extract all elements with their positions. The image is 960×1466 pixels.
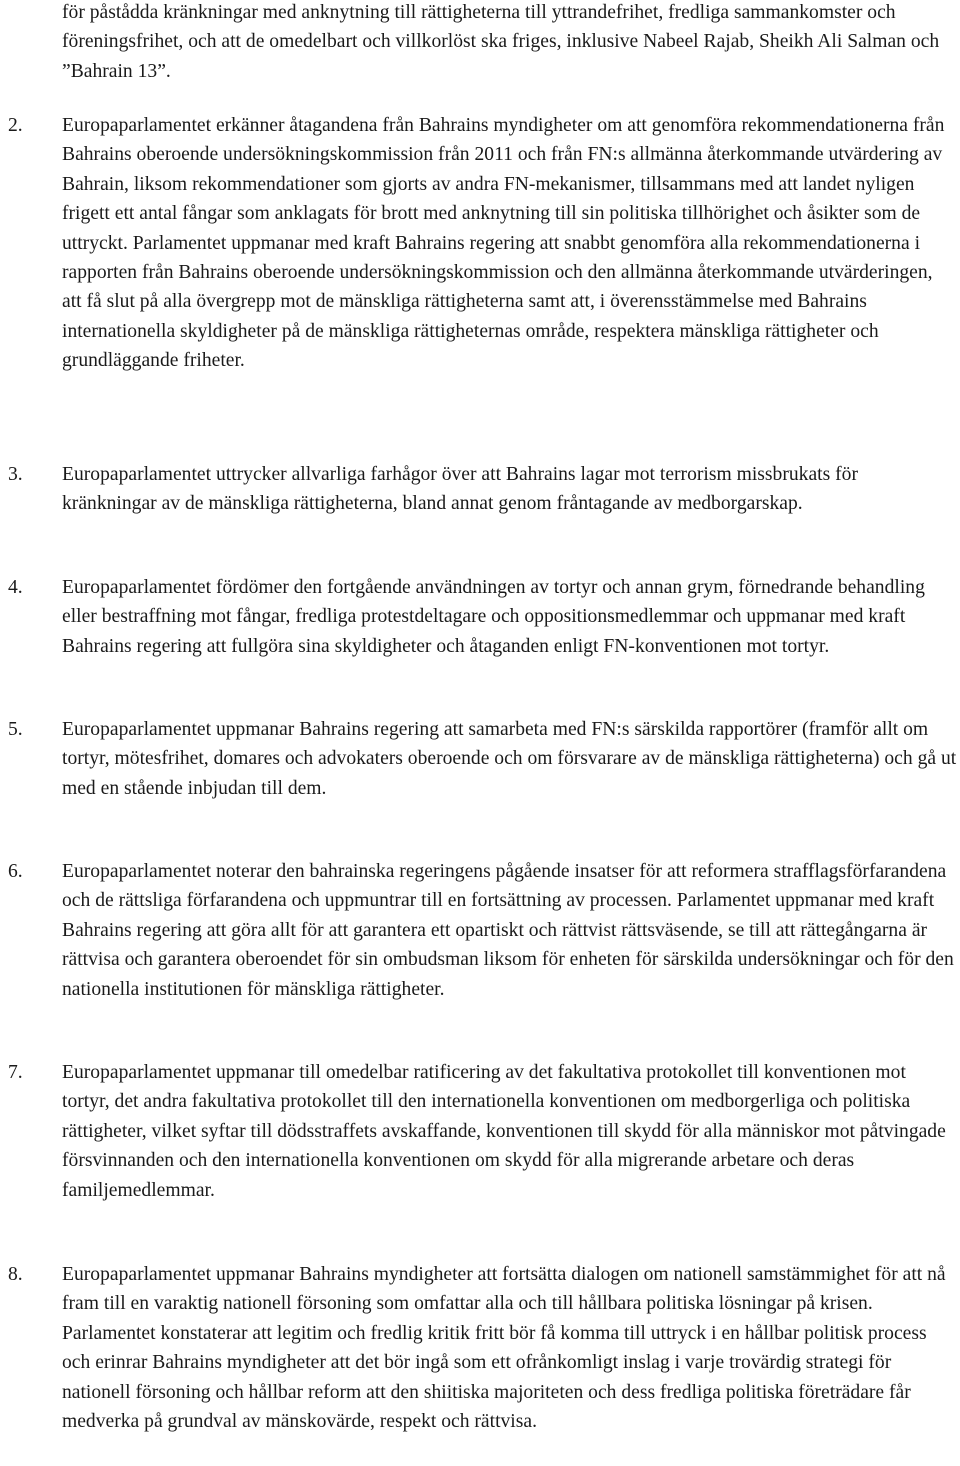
item-text: Europaparlamentet erkänner åtagandena från Bahrains myndigheter om att genomföra rekommendationerna från Bahrains oberoende undersökningskommission från 2011 och från FN:s allmänna återkommande utvärdering av Bahrain, liksom rekommendationer som gjorts av andra FN-mekanismer, tillsammans med att landet nyligen frigett ett antal fångar som anklagats för brott med anknytning till sin politiska tillhörighet och åsikter som de uttryckt. Parlamentet uppmanar med kraft Bahrains regering att snabbt genomföra alla rekommendationerna i rapporten från Bahrains oberoende undersökningskommission och den allmänna återkommande utvärderingen, att få slut på alla övergrepp mot de mänskliga rättigheterna samt att, i överensstämmelse med Bahrains internationella skyldigheter på de mänskliga rättigheternas område, respektera mänskliga rättigheter och grundläggande friheter. (62, 115, 945, 372)
continuation-paragraph: för påstådda kränkningar med anknytning till rättigheterna till yttrandefrihet, fredliga sammankomster och föreningsfrihet, och att de omedelbart och villkorlöst ska friges, inklusive Nabeel Rajab, Sheikh Ali Salman och ”Bahrain 13”. (62, 2, 940, 82)
item-number: 2. (8, 115, 23, 136)
item-text: Europaparlamentet noterar den bahrainska regeringens pågående insatser för att reformera strafflagsförfarandena och de rättsliga förfarandena och uppmuntrar till en fortsättning av processen. Parlamentet uppmanar med kraft Bahrains regering att göra allt för att garantera ett opartiskt och rättvist rättsväsende, se till att rättegångarna är rättvisa och garantera oberoendet för sin ombudsman liksom för enheten för särskilda undersökningar och för den nationella institutionen för mänskliga rättigheter. (62, 861, 954, 1000)
item-text: Europaparlamentet uppmanar Bahrains myndigheter att fortsätta dialogen om nationell samstämmighet för att nå fram till en varaktig nationell försoning som omfattar alla och till hållbara politiska lösningar på krisen. Parlamentet konstaterar att legitim och fredlig kritik fritt bör få komma till uttryck i en hållbar politisk process och erinrar Bahrains myndigheter att det bör ingå som ett ofrånkomligt inslag i varje trovärdig strategi för nationell försoning och hållbar reform att den shiitiska majoriteten och dess fredliga politiska företrädare får medverka på grundval av mänskovärde, respekt och rättvisa. (62, 1264, 946, 1433)
item-number: 7. (8, 1062, 23, 1083)
item-number: 6. (8, 861, 23, 882)
item-number: 3. (8, 464, 23, 485)
item-number: 5. (8, 719, 23, 740)
item-number: 8. (8, 1264, 23, 1285)
item-text: Europaparlamentet uppmanar Bahrains regering att samarbeta med FN:s särskilda rapportörer (framför allt om tortyr, mötesfrihet, domares och advokaters oberoende och om försvarare av de mänskliga rättigheterna) och gå ut med en stående inbjudan till dem. (62, 719, 957, 799)
item-number: 4. (8, 577, 23, 598)
item-text: Europaparlamentet uppmanar till omedelbar ratificering av det fakultativa protokollet till konventionen mot tortyr, det andra fakultativa protokollet till den internationella konventionen om medborgerliga och politiska rättigheter, vilket syftar till dödsstraffets avskaffande, konventionen till skydd för alla människor mot påtvingade försvinnanden och den internationella konventionen om skydd för alla migrerande arbetare och deras familjemedlemmar. (62, 1062, 946, 1201)
item-text: Europaparlamentet uttrycker allvarliga farhågor över att Bahrains lagar mot terrorism missbrukats för kränkningar av de mänskliga rättigheterna, bland annat genom fråntagande av medborgarskap. (62, 464, 858, 515)
item-text: Europaparlamentet fördömer den fortgående användningen av tortyr och annan grym, förnedrande behandling eller bestraffning mot fångar, fredliga protestdeltagare och oppositionsmedlemmar och uppmanar med kraft Bahrains regering att fullgöra sina skyldigheter och åtaganden enligt FN-konventionen mot tortyr. (62, 577, 925, 657)
